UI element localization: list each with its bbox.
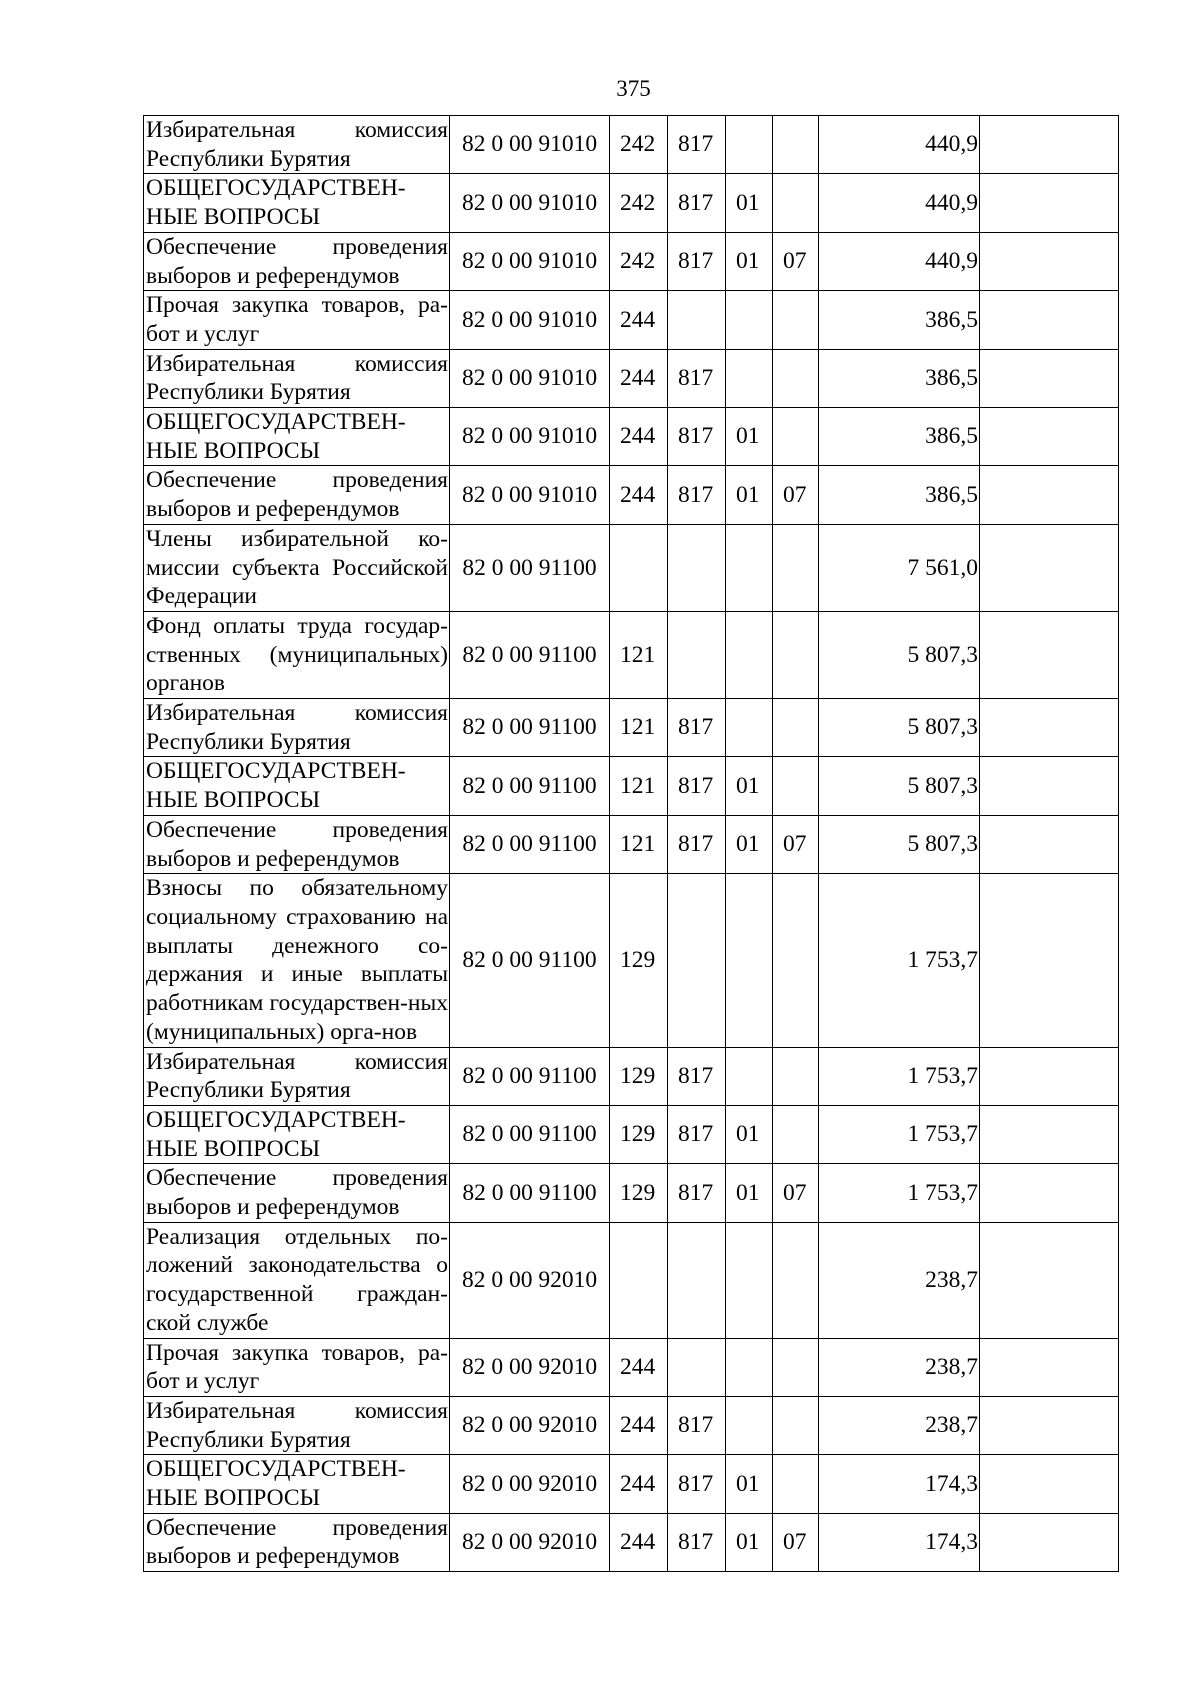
page-number: 375 — [616, 76, 651, 101]
subsection-cell — [773, 1455, 819, 1513]
amount-cell: 174,3 — [819, 1455, 980, 1513]
target-article-cell: 82 0 00 91100 — [450, 874, 610, 1047]
section-cell — [726, 874, 773, 1047]
section-cell: 01 — [726, 408, 773, 466]
item-name-cell: Реализация отдельных по-ложений законодательства о государственной граждан-ской службе — [144, 1222, 450, 1338]
ministry-code-cell: 817 — [668, 699, 726, 757]
section-cell — [726, 1222, 773, 1338]
expense-type-cell: 244 — [610, 349, 668, 407]
ministry-code-cell — [668, 611, 726, 698]
blank-cell — [980, 1222, 1119, 1338]
expense-type-cell — [610, 1222, 668, 1338]
expense-type-cell: 121 — [610, 611, 668, 698]
item-name-cell: Избирательная комиссия Республики Бурятия — [144, 116, 450, 174]
subsection-cell: 07 — [773, 1513, 819, 1571]
section-cell: 01 — [726, 1105, 773, 1163]
amount-cell: 5 807,3 — [819, 757, 980, 815]
blank-cell — [980, 1396, 1119, 1454]
subsection-cell — [773, 1047, 819, 1105]
ministry-code-cell: 817 — [668, 1164, 726, 1222]
amount-cell: 238,7 — [819, 1396, 980, 1454]
amount-cell: 386,5 — [819, 291, 980, 349]
item-name-cell: ОБЩЕГОСУДАРСТВЕН-НЫЕ ВОПРОСЫ — [144, 1105, 450, 1163]
item-name-cell: ОБЩЕГОСУДАРСТВЕН-НЫЕ ВОПРОСЫ — [144, 757, 450, 815]
blank-cell — [980, 408, 1119, 466]
item-name-cell: Члены избирательной ко-миссии субъекта Российской Федерации — [144, 524, 450, 611]
expense-type-cell: 242 — [610, 232, 668, 290]
table-row — [144, 1455, 1119, 1513]
blank-cell — [980, 757, 1119, 815]
amount-cell: 386,5 — [819, 466, 980, 524]
amount-cell: 5 807,3 — [819, 699, 980, 757]
target-article-cell: 82 0 00 91100 — [450, 611, 610, 698]
subsection-cell — [773, 116, 819, 174]
table-row — [144, 874, 1119, 1047]
section-cell: 01 — [726, 1455, 773, 1513]
item-name-cell: Избирательная комиссия Республики Бурятия — [144, 1396, 450, 1454]
blank-cell — [980, 1047, 1119, 1105]
item-name-cell: Обеспечение проведения выборов и референдумов — [144, 232, 450, 290]
table-row — [144, 1164, 1119, 1222]
subsection-cell — [773, 1396, 819, 1454]
table-row — [144, 611, 1119, 698]
target-article-cell: 82 0 00 91010 — [450, 408, 610, 466]
table-row — [144, 174, 1119, 232]
target-article-cell: 82 0 00 91100 — [450, 1047, 610, 1105]
section-cell — [726, 1338, 773, 1396]
ministry-code-cell — [668, 524, 726, 611]
item-name-cell: ОБЩЕГОСУДАРСТВЕН-НЫЕ ВОПРОСЫ — [144, 174, 450, 232]
target-article-cell: 82 0 00 91010 — [450, 466, 610, 524]
item-name-cell: Избирательная комиссия Республики Бурятия — [144, 699, 450, 757]
target-article-cell: 82 0 00 91010 — [450, 174, 610, 232]
section-cell: 01 — [726, 174, 773, 232]
item-name-cell: Избирательная комиссия Республики Бурятия — [144, 1047, 450, 1105]
target-article-cell: 82 0 00 91100 — [450, 815, 610, 873]
item-name-cell: Взносы по обязательному социальному страхованию на выплаты денежного со-держания и иные выплаты работникам государствен-ных (муниципальных) орга-нов — [144, 874, 450, 1047]
ministry-code-cell: 817 — [668, 349, 726, 407]
ministry-code-cell: 817 — [668, 466, 726, 524]
ministry-code-cell — [668, 874, 726, 1047]
expense-type-cell: 244 — [610, 1396, 668, 1454]
item-name-cell: Обеспечение проведения выборов и референдумов — [144, 466, 450, 524]
subsection-cell — [773, 611, 819, 698]
ministry-code-cell: 817 — [668, 1047, 726, 1105]
subsection-cell — [773, 524, 819, 611]
target-article-cell: 82 0 00 91100 — [450, 1164, 610, 1222]
target-article-cell: 82 0 00 92010 — [450, 1396, 610, 1454]
item-name-cell: Обеспечение проведения выборов и референдумов — [144, 1164, 450, 1222]
item-name-cell: Прочая закупка товаров, ра-бот и услуг — [144, 1338, 450, 1396]
ministry-code-cell: 817 — [668, 1105, 726, 1163]
table-row — [144, 1513, 1119, 1571]
section-cell — [726, 349, 773, 407]
expense-type-cell: 244 — [610, 1455, 668, 1513]
amount-cell: 1 753,7 — [819, 1105, 980, 1163]
blank-cell — [980, 1105, 1119, 1163]
section-cell — [726, 524, 773, 611]
target-article-cell: 82 0 00 91100 — [450, 524, 610, 611]
ministry-code-cell: 817 — [668, 1513, 726, 1571]
expense-type-cell: 129 — [610, 874, 668, 1047]
blank-cell — [980, 291, 1119, 349]
blank-cell — [980, 174, 1119, 232]
table-row — [144, 291, 1119, 349]
subsection-cell — [773, 349, 819, 407]
subsection-cell — [773, 174, 819, 232]
blank-cell — [980, 699, 1119, 757]
target-article-cell: 82 0 00 91010 — [450, 291, 610, 349]
ministry-code-cell: 817 — [668, 408, 726, 466]
section-cell — [726, 1047, 773, 1105]
table-row — [144, 1047, 1119, 1105]
blank-cell — [980, 349, 1119, 407]
amount-cell: 238,7 — [819, 1222, 980, 1338]
ministry-code-cell: 817 — [668, 116, 726, 174]
budget-table — [143, 115, 1119, 1572]
ministry-code-cell — [668, 291, 726, 349]
blank-cell — [980, 874, 1119, 1047]
ministry-code-cell: 817 — [668, 1455, 726, 1513]
table-row — [144, 1338, 1119, 1396]
table-row — [144, 757, 1119, 815]
expense-type-cell — [610, 524, 668, 611]
subsection-cell — [773, 1338, 819, 1396]
target-article-cell: 82 0 00 91100 — [450, 699, 610, 757]
expense-type-cell: 121 — [610, 699, 668, 757]
expense-type-cell: 121 — [610, 815, 668, 873]
ministry-code-cell: 817 — [668, 232, 726, 290]
subsection-cell: 07 — [773, 815, 819, 873]
section-cell — [726, 116, 773, 174]
item-name-cell: Прочая закупка товаров, ра-бот и услуг — [144, 291, 450, 349]
target-article-cell: 82 0 00 92010 — [450, 1455, 610, 1513]
table-row — [144, 1396, 1119, 1454]
ministry-code-cell: 817 — [668, 815, 726, 873]
subsection-cell — [773, 408, 819, 466]
amount-cell: 7 561,0 — [819, 524, 980, 611]
amount-cell: 440,9 — [819, 174, 980, 232]
amount-cell: 1 753,7 — [819, 1047, 980, 1105]
subsection-cell — [773, 1222, 819, 1338]
target-article-cell: 82 0 00 91100 — [450, 1105, 610, 1163]
section-cell — [726, 611, 773, 698]
ministry-code-cell: 817 — [668, 1396, 726, 1454]
section-cell: 01 — [726, 466, 773, 524]
amount-cell: 5 807,3 — [819, 611, 980, 698]
subsection-cell — [773, 1105, 819, 1163]
section-cell: 01 — [726, 757, 773, 815]
table-row — [144, 232, 1119, 290]
target-article-cell: 82 0 00 91010 — [450, 349, 610, 407]
table-row — [144, 349, 1119, 407]
expense-type-cell: 129 — [610, 1164, 668, 1222]
expense-type-cell: 244 — [610, 291, 668, 349]
subsection-cell — [773, 874, 819, 1047]
table-body — [144, 116, 1119, 1572]
section-cell: 01 — [726, 815, 773, 873]
expense-type-cell: 129 — [610, 1047, 668, 1105]
blank-cell — [980, 466, 1119, 524]
table-row — [144, 815, 1119, 873]
blank-cell — [980, 611, 1119, 698]
ministry-code-cell: 817 — [668, 757, 726, 815]
amount-cell: 440,9 — [819, 116, 980, 174]
item-name-cell: Обеспечение проведения выборов и референдумов — [144, 815, 450, 873]
ministry-code-cell: 817 — [668, 174, 726, 232]
amount-cell: 386,5 — [819, 408, 980, 466]
expense-type-cell: 244 — [610, 408, 668, 466]
blank-cell — [980, 232, 1119, 290]
subsection-cell: 07 — [773, 232, 819, 290]
blank-cell — [980, 815, 1119, 873]
item-name-cell: ОБЩЕГОСУДАРСТВЕН-НЫЕ ВОПРОСЫ — [144, 408, 450, 466]
amount-cell: 386,5 — [819, 349, 980, 407]
ministry-code-cell — [668, 1222, 726, 1338]
target-article-cell: 82 0 00 92010 — [450, 1222, 610, 1338]
section-cell — [726, 699, 773, 757]
table-row — [144, 116, 1119, 174]
blank-cell — [980, 524, 1119, 611]
amount-cell: 5 807,3 — [819, 815, 980, 873]
subsection-cell — [773, 291, 819, 349]
table-row — [144, 408, 1119, 466]
section-cell: 01 — [726, 1164, 773, 1222]
expense-type-cell: 244 — [610, 1338, 668, 1396]
blank-cell — [980, 1164, 1119, 1222]
blank-cell — [980, 116, 1119, 174]
amount-cell: 174,3 — [819, 1513, 980, 1571]
expense-type-cell: 121 — [610, 757, 668, 815]
table-row — [144, 1222, 1119, 1338]
table-row — [144, 524, 1119, 611]
blank-cell — [980, 1513, 1119, 1571]
section-cell: 01 — [726, 232, 773, 290]
subsection-cell — [773, 699, 819, 757]
table-row — [144, 699, 1119, 757]
target-article-cell: 82 0 00 91010 — [450, 116, 610, 174]
section-cell — [726, 1396, 773, 1454]
target-article-cell: 82 0 00 91010 — [450, 232, 610, 290]
blank-cell — [980, 1338, 1119, 1396]
subsection-cell: 07 — [773, 1164, 819, 1222]
subsection-cell: 07 — [773, 466, 819, 524]
expense-type-cell: 242 — [610, 116, 668, 174]
amount-cell: 238,7 — [819, 1338, 980, 1396]
item-name-cell: Фонд оплаты труда государ-ственных (муниципальных) органов — [144, 611, 450, 698]
section-cell: 01 — [726, 1513, 773, 1571]
target-article-cell: 82 0 00 91100 — [450, 757, 610, 815]
item-name-cell: Обеспечение проведения выборов и референдумов — [144, 1513, 450, 1571]
subsection-cell — [773, 757, 819, 815]
table-row — [144, 1105, 1119, 1163]
ministry-code-cell — [668, 1338, 726, 1396]
table-row — [144, 466, 1119, 524]
item-name-cell: Избирательная комиссия Республики Бурятия — [144, 349, 450, 407]
section-cell — [726, 291, 773, 349]
item-name-cell: ОБЩЕГОСУДАРСТВЕН-НЫЕ ВОПРОСЫ — [144, 1455, 450, 1513]
target-article-cell: 82 0 00 92010 — [450, 1513, 610, 1571]
amount-cell: 440,9 — [819, 232, 980, 290]
blank-cell — [980, 1455, 1119, 1513]
amount-cell: 1 753,7 — [819, 874, 980, 1047]
target-article-cell: 82 0 00 92010 — [450, 1338, 610, 1396]
expense-type-cell: 244 — [610, 1513, 668, 1571]
amount-cell: 1 753,7 — [819, 1164, 980, 1222]
expense-type-cell: 242 — [610, 174, 668, 232]
expense-type-cell: 129 — [610, 1105, 668, 1163]
expense-type-cell: 244 — [610, 466, 668, 524]
